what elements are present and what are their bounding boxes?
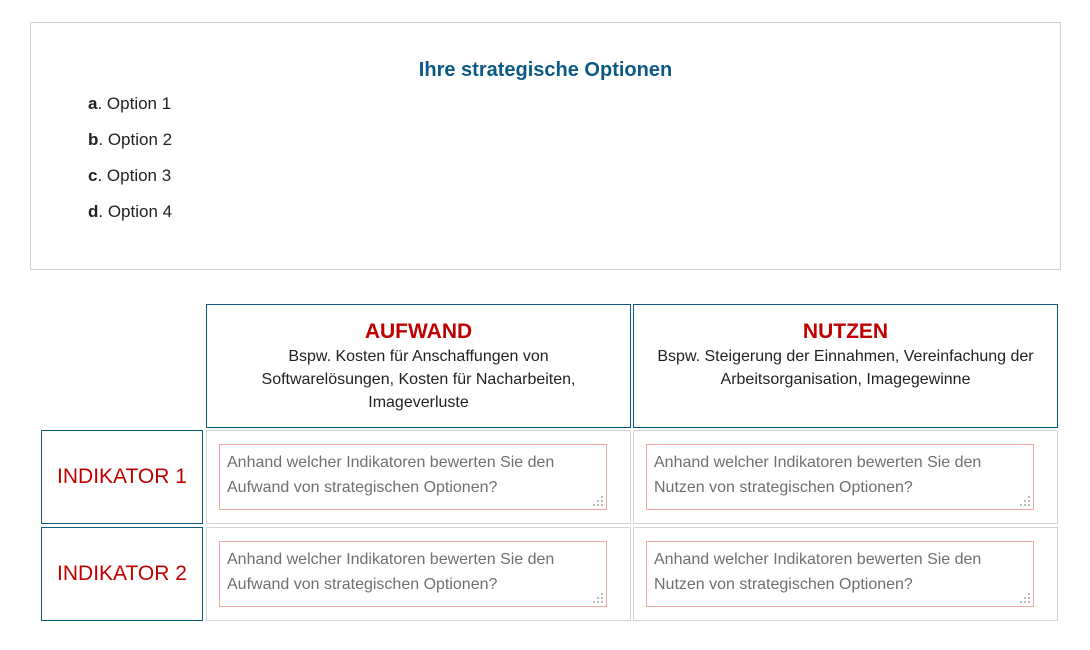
option-letter: c bbox=[88, 166, 98, 185]
textarea-placeholder: Anhand welcher Indikatoren bewerten Sie den Aufwand von strategischen Optionen? bbox=[227, 551, 555, 593]
textarea-placeholder: Anhand welcher Indikatoren bewerten Sie den Nutzen von strategischen Optionen? bbox=[654, 551, 982, 593]
option-item bbox=[88, 129, 172, 165]
resize-grip-icon[interactable] bbox=[593, 496, 603, 506]
option-text: . Option 3 bbox=[97, 166, 172, 185]
aufwand-header bbox=[206, 304, 631, 428]
option-letter: b bbox=[88, 130, 99, 149]
indikator-2-nutzen-textarea[interactable] bbox=[646, 541, 1034, 607]
nutzen-title: NUTZEN bbox=[802, 320, 889, 343]
aufwand-title: AUFWAND bbox=[364, 320, 473, 343]
resize-grip-icon[interactable] bbox=[1020, 593, 1030, 603]
indikator-2-aufwand-textarea[interactable] bbox=[219, 541, 607, 607]
options-title: Ihre strategische Optionen bbox=[418, 59, 673, 81]
indikator-2-label: INDIKATOR 2 bbox=[41, 527, 203, 621]
indikator-1-nutzen-textarea[interactable] bbox=[646, 444, 1034, 510]
option-text: . Option 1 bbox=[97, 94, 172, 113]
option-item bbox=[88, 93, 172, 129]
nutzen-description: Bspw. Steigerung der Einnahmen, Vereinfachung der Arbeitsorganisation, Imagegewinne bbox=[657, 348, 1034, 388]
indikator-1-nutzen-cell bbox=[633, 430, 1058, 524]
indikator-1-aufwand-textarea[interactable] bbox=[219, 444, 607, 510]
option-text: . Option 2 bbox=[98, 130, 173, 149]
option-letter: d bbox=[88, 202, 99, 221]
indikator-1-aufwand-cell bbox=[206, 430, 631, 524]
options-list bbox=[88, 93, 172, 237]
indikator-1-label: INDIKATOR 1 bbox=[41, 430, 203, 524]
textarea-placeholder: Anhand welcher Indikatoren bewerten Sie den Nutzen von strategischen Optionen? bbox=[654, 454, 982, 496]
resize-grip-icon[interactable] bbox=[1020, 496, 1030, 506]
option-letter: a bbox=[88, 94, 98, 113]
strategic-options-panel bbox=[30, 22, 1061, 270]
option-item bbox=[88, 201, 172, 237]
nutzen-header bbox=[633, 304, 1058, 428]
option-text: . Option 4 bbox=[98, 202, 173, 221]
indikator-2-nutzen-cell bbox=[633, 527, 1058, 621]
resize-grip-icon[interactable] bbox=[593, 593, 603, 603]
indikator-2-aufwand-cell bbox=[206, 527, 631, 621]
aufwand-description: Bspw. Kosten für Anschaffungen von Softwarelösungen, Kosten für Nacharbeiten, Imageverluste bbox=[261, 348, 576, 411]
textarea-placeholder: Anhand welcher Indikatoren bewerten Sie den Aufwand von strategischen Optionen? bbox=[227, 454, 555, 496]
option-item bbox=[88, 165, 172, 201]
